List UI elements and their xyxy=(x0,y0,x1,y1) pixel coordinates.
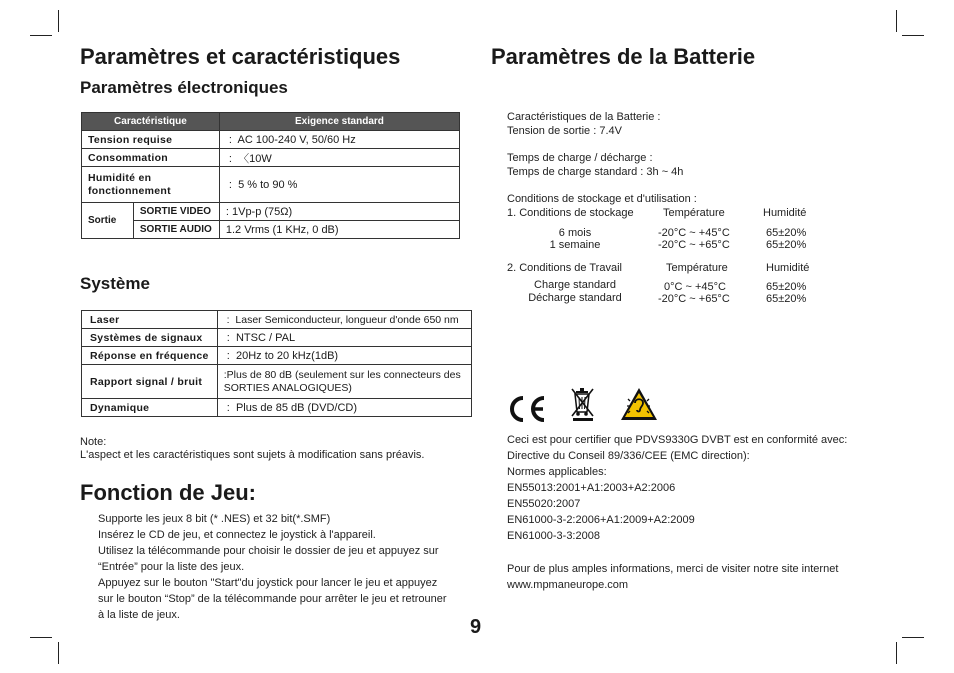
storage-row-hum: 65±20% xyxy=(766,239,807,251)
table-row xyxy=(82,399,472,417)
game-instruction-line: Supporte les jeux 8 bit (* .NES) et 32 bit(*.SMF) xyxy=(98,513,331,525)
table-row xyxy=(82,203,460,221)
table-header-cell: Exigence standard xyxy=(219,113,459,131)
crop-mark xyxy=(30,35,52,36)
system-heading: Système xyxy=(80,274,150,293)
row-value-text: NTSC / PAL xyxy=(235,331,296,344)
crop-mark xyxy=(58,642,59,664)
game-instruction-line: sur le bouton “Stop” de la télécommande pour arrêter le jeu et retrouner xyxy=(98,593,447,605)
row-value: : 〈10W xyxy=(219,149,459,167)
work-row-hum: 65±20% xyxy=(766,281,807,293)
note-label: Note: xyxy=(80,436,107,448)
battery-title: Paramètres de la Batterie xyxy=(491,44,756,69)
game-instruction-line: “Entrée” pour la liste des jeux. xyxy=(98,561,245,573)
storage-temp-header: Température xyxy=(663,207,725,219)
crop-mark xyxy=(30,637,52,638)
certificate-line: EN55013:2001+A1:2003+A2:2006 xyxy=(507,482,676,494)
row-value: : 1Vp-p (75Ω) xyxy=(219,203,459,221)
game-instruction-line: à la liste de jeux. xyxy=(98,609,180,621)
work-row-hum: 65±20% xyxy=(766,293,807,305)
row-label: Laser xyxy=(82,311,218,329)
row-label: Tension requise xyxy=(82,131,220,149)
certificate-line: Normes applicables: xyxy=(507,466,607,478)
battery-line: Temps de charge standard : 3h ~ 4h xyxy=(507,166,684,178)
row-label: Systèmes de signaux xyxy=(82,329,218,347)
row-label: Dynamique xyxy=(82,399,218,417)
row-value-text: 5 % to 90 % xyxy=(238,178,298,191)
hearing-warning-icon xyxy=(620,387,658,421)
table-row xyxy=(82,149,460,167)
ce-mark-icon xyxy=(506,394,548,424)
storage-label: 1. Conditions de stockage xyxy=(507,207,634,219)
table-row xyxy=(82,167,460,203)
table-row xyxy=(82,311,472,329)
row-label: Sortie xyxy=(82,203,134,239)
certificate-line: EN61000-3-3:2008 xyxy=(507,530,600,542)
row-value: 1.2 Vrms (1 KHz, 0 dB) xyxy=(219,221,459,239)
row-value-text: AC 100-240 V, 50/60 Hz xyxy=(237,133,356,146)
page-number: 9 xyxy=(470,616,482,638)
storage-hum-header: Humidité xyxy=(763,207,807,219)
row-value: : AC 100-240 V, 50/60 Hz xyxy=(219,131,459,149)
electronics-heading: Paramètres électroniques xyxy=(80,78,288,97)
website-link[interactable]: www.mpmaneurope.com xyxy=(507,579,629,591)
row-sublabel: SORTIE AUDIO xyxy=(133,221,219,239)
storage-row-temp: -20°C ~ +65°C xyxy=(658,239,730,251)
game-heading: Fonction de Jeu: xyxy=(80,480,256,505)
work-row-temp: 0°C ~ +45°C xyxy=(664,281,726,293)
crop-mark xyxy=(902,35,924,36)
work-hum-header: Humidité xyxy=(766,262,810,274)
note-text: L'aspect et les caractéristiques sont sujets à modification sans préavis. xyxy=(80,449,425,461)
game-instruction-line: Appuyez sur le bouton "Start"du joystick pour lancer le jeu et appuyez xyxy=(98,577,438,589)
crop-mark xyxy=(896,10,897,32)
row-sublabel: SORTIE VIDEO xyxy=(133,203,219,221)
table-row xyxy=(82,221,460,239)
crop-mark xyxy=(896,642,897,664)
table-header-cell: Caractéristique xyxy=(82,113,220,131)
more-info-text: Pour de plus amples informations, merci de visiter notre site internet xyxy=(507,563,839,575)
row-value: : Plus de 85 dB (DVD/CD) xyxy=(217,399,471,417)
table-row xyxy=(82,131,460,149)
crop-mark xyxy=(58,10,59,32)
page-title: Paramètres et caractéristiques xyxy=(80,44,401,69)
row-label: Rapport signal / bruit xyxy=(82,365,218,399)
table-row xyxy=(82,347,472,365)
row-value: :Plus de 80 dB (seulement sur les connecteurs des SORTIES ANALOGIQUES) xyxy=(217,365,471,399)
battery-line: Caractéristiques de la Batterie : xyxy=(507,111,661,123)
storage-row-temp: -20°C ~ +45°C xyxy=(658,227,730,239)
row-value-text: Plus de 85 dB (DVD/CD) xyxy=(235,401,358,414)
work-row-name: Décharge standard xyxy=(528,292,622,304)
row-value: : Laser Semiconducteur, longueur d'onde 650 nm xyxy=(217,311,471,329)
row-value-text: 〈10W xyxy=(238,152,272,165)
crop-mark xyxy=(902,637,924,638)
system-table xyxy=(81,310,472,417)
certificate-line: Directive du Conseil 89/336/CEE (EMC direction): xyxy=(507,450,750,462)
table-row xyxy=(82,365,472,399)
weee-bin-icon xyxy=(570,386,596,422)
storage-row-name: 6 mois xyxy=(558,227,592,239)
certificate-line: EN61000-3-2:2006+A1:2009+A2:2009 xyxy=(507,514,695,526)
row-value-text: 20Hz to 20 kHz(1dB) xyxy=(235,349,339,362)
row-value: : NTSC / PAL xyxy=(217,329,471,347)
work-row-name: Charge standard xyxy=(534,279,616,291)
row-value-text: Laser Semiconducteur, longueur d'onde 650 nm xyxy=(235,313,459,326)
storage-row-hum: 65±20% xyxy=(766,227,807,239)
row-value: : 5 % to 90 % xyxy=(219,167,459,203)
battery-line: Temps de charge / décharge : xyxy=(507,152,653,164)
game-instruction-line: Insérez le CD de jeu, et connectez le joystick à l'appareil. xyxy=(98,529,376,541)
electronics-table xyxy=(81,112,460,239)
row-label: Humidité en fonctionnement xyxy=(82,167,220,203)
storage-row-name: 1 semaine xyxy=(549,239,601,251)
work-label: 2. Conditions de Travail xyxy=(507,262,622,274)
table-row xyxy=(82,329,472,347)
row-label: Consommation xyxy=(82,149,220,167)
work-temp-header: Température xyxy=(666,262,728,274)
battery-line: Tension de sortie : 7.4V xyxy=(507,125,622,137)
row-label: Réponse en fréquence xyxy=(82,347,218,365)
table-header-row xyxy=(82,113,460,131)
certificate-line: Ceci est pour certifier que PDVS9330G DVBT est en conformité avec: xyxy=(507,434,848,446)
row-value: : 20Hz to 20 kHz(1dB) xyxy=(217,347,471,365)
battery-line: Conditions de stockage et d'utilisation : xyxy=(507,193,697,205)
work-row-temp: -20°C ~ +65°C xyxy=(658,293,730,305)
certificate-line: EN55020:2007 xyxy=(507,498,581,510)
game-instruction-line: Utilisez la télécommande pour choisir le dossier de jeu et appuyez sur xyxy=(98,545,439,557)
